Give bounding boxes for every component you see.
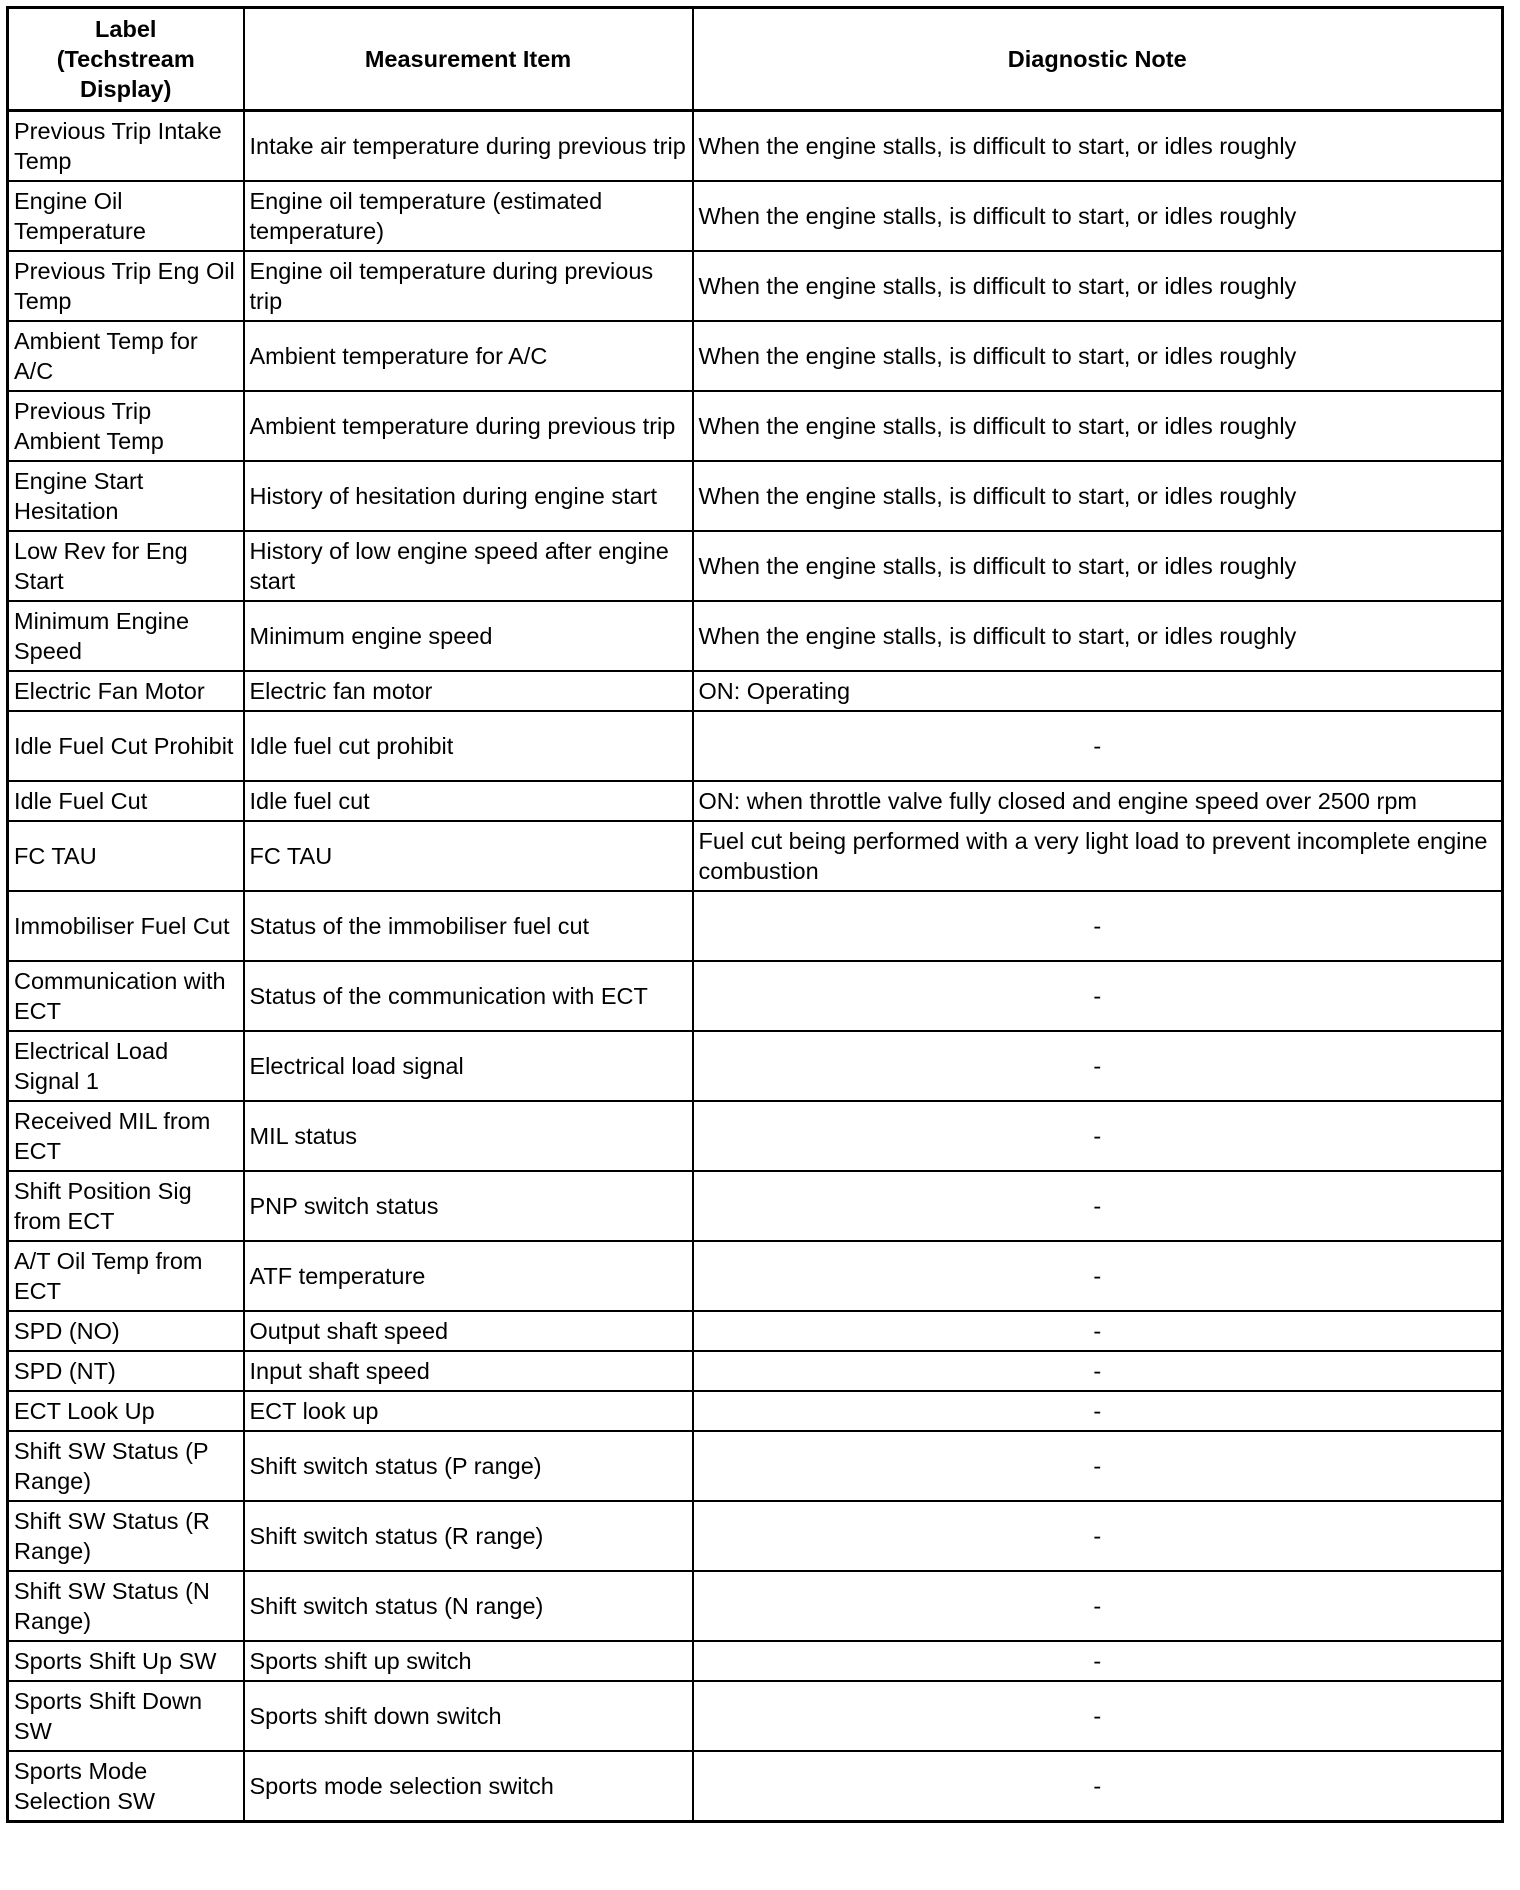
cell-diagnostic-note: - — [693, 1681, 1503, 1751]
cell-label: Shift SW Status (R Range) — [8, 1501, 244, 1571]
cell-label: Previous Trip Eng Oil Temp — [8, 251, 244, 321]
cell-measurement-item: FC TAU — [244, 821, 693, 891]
table-body — [8, 111, 1503, 1822]
table-row — [8, 251, 1503, 321]
cell-measurement-item: Intake air temperature during previous trip — [244, 111, 693, 182]
cell-measurement-item: Electrical load signal — [244, 1031, 693, 1101]
cell-label: Sports Shift Down SW — [8, 1681, 244, 1751]
cell-measurement-item: ATF temperature — [244, 1241, 693, 1311]
cell-label: Previous Trip Intake Temp — [8, 111, 244, 182]
cell-measurement-item: MIL status — [244, 1101, 693, 1171]
cell-label: Shift SW Status (P Range) — [8, 1431, 244, 1501]
table-row — [8, 961, 1503, 1031]
cell-measurement-item: Shift switch status (R range) — [244, 1501, 693, 1571]
cell-measurement-item: Engine oil temperature (estimated temperature) — [244, 181, 693, 251]
table-row — [8, 111, 1503, 182]
table-row — [8, 711, 1503, 781]
header-measurement-item: Measurement Item — [244, 8, 693, 111]
cell-measurement-item: Output shaft speed — [244, 1311, 693, 1351]
cell-label: Minimum Engine Speed — [8, 601, 244, 671]
cell-measurement-item: Electric fan motor — [244, 671, 693, 711]
table-row — [8, 1391, 1503, 1431]
cell-measurement-item: Shift switch status (P range) — [244, 1431, 693, 1501]
table-row — [8, 821, 1503, 891]
cell-diagnostic-note: - — [693, 1431, 1503, 1501]
cell-label: Shift SW Status (N Range) — [8, 1571, 244, 1641]
cell-diagnostic-note: - — [693, 1171, 1503, 1241]
table-row — [8, 1241, 1503, 1311]
table-row — [8, 1641, 1503, 1681]
table-row — [8, 1571, 1503, 1641]
cell-measurement-item: Status of the communication with ECT — [244, 961, 693, 1031]
table-row — [8, 1431, 1503, 1501]
cell-measurement-item: History of hesitation during engine start — [244, 461, 693, 531]
cell-diagnostic-note: Fuel cut being performed with a very light load to prevent incomplete engine combustion — [693, 821, 1503, 891]
cell-label: Sports Shift Up SW — [8, 1641, 244, 1681]
table-row — [8, 531, 1503, 601]
cell-measurement-item: PNP switch status — [244, 1171, 693, 1241]
cell-measurement-item: Engine oil temperature during previous trip — [244, 251, 693, 321]
table-row — [8, 1031, 1503, 1101]
cell-label: Immobiliser Fuel Cut — [8, 891, 244, 961]
cell-measurement-item: Status of the immobiliser fuel cut — [244, 891, 693, 961]
cell-diagnostic-note: - — [693, 1571, 1503, 1641]
cell-label: Ambient Temp for A/C — [8, 321, 244, 391]
cell-measurement-item: Sports shift down switch — [244, 1681, 693, 1751]
document-page — [6, 6, 1501, 1823]
cell-label: Received MIL from ECT — [8, 1101, 244, 1171]
cell-measurement-item: ECT look up — [244, 1391, 693, 1431]
table-row — [8, 1101, 1503, 1171]
cell-label: Previous Trip Ambient Temp — [8, 391, 244, 461]
cell-diagnostic-note: - — [693, 1751, 1503, 1822]
cell-measurement-item: Shift switch status (N range) — [244, 1571, 693, 1641]
table-row — [8, 1311, 1503, 1351]
cell-label: ECT Look Up — [8, 1391, 244, 1431]
cell-label: A/T Oil Temp from ECT — [8, 1241, 244, 1311]
cell-measurement-item: Ambient temperature during previous trip — [244, 391, 693, 461]
table-row — [8, 1681, 1503, 1751]
header-label-line: Label — [95, 16, 157, 42]
header-diagnostic-note: Diagnostic Note — [693, 8, 1503, 111]
cell-diagnostic-note: When the engine stalls, is difficult to start, or idles roughly — [693, 531, 1503, 601]
cell-diagnostic-note: - — [693, 1101, 1503, 1171]
cell-label: Electric Fan Motor — [8, 671, 244, 711]
cell-label: Engine Oil Temperature — [8, 181, 244, 251]
header-label-line: (Techstream — [56, 46, 195, 72]
cell-label: FC TAU — [8, 821, 244, 891]
cell-diagnostic-note: - — [693, 1311, 1503, 1351]
cell-diagnostic-note: - — [693, 711, 1503, 781]
table-row — [8, 601, 1503, 671]
cell-measurement-item: Minimum engine speed — [244, 601, 693, 671]
data-list-table — [6, 6, 1504, 1823]
cell-measurement-item: Sports shift up switch — [244, 1641, 693, 1681]
header-label — [8, 8, 244, 111]
cell-label: Sports Mode Selection SW — [8, 1751, 244, 1822]
cell-diagnostic-note: ON: Operating — [693, 671, 1503, 711]
table-row — [8, 461, 1503, 531]
table-row — [8, 781, 1503, 821]
cell-measurement-item: Input shaft speed — [244, 1351, 693, 1391]
cell-label: Engine Start Hesitation — [8, 461, 244, 531]
table-row — [8, 671, 1503, 711]
cell-diagnostic-note: ON: when throttle valve fully closed and engine speed over 2500 rpm — [693, 781, 1503, 821]
cell-measurement-item: History of low engine speed after engine start — [244, 531, 693, 601]
cell-diagnostic-note: - — [693, 1501, 1503, 1571]
table-row — [8, 891, 1503, 961]
cell-label: Communication with ECT — [8, 961, 244, 1031]
cell-diagnostic-note: When the engine stalls, is difficult to start, or idles roughly — [693, 181, 1503, 251]
cell-diagnostic-note: - — [693, 1391, 1503, 1431]
cell-label: Idle Fuel Cut Prohibit — [8, 711, 244, 781]
cell-measurement-item: Sports mode selection switch — [244, 1751, 693, 1822]
cell-label: SPD (NO) — [8, 1311, 244, 1351]
cell-label: Electrical Load Signal 1 — [8, 1031, 244, 1101]
header-label-line: Display) — [80, 76, 172, 102]
table-row — [8, 1501, 1503, 1571]
table-row — [8, 181, 1503, 251]
cell-diagnostic-note: - — [693, 961, 1503, 1031]
table-row — [8, 321, 1503, 391]
cell-diagnostic-note: When the engine stalls, is difficult to start, or idles roughly — [693, 601, 1503, 671]
header-row — [8, 8, 1503, 111]
cell-diagnostic-note: When the engine stalls, is difficult to start, or idles roughly — [693, 461, 1503, 531]
table-row — [8, 1751, 1503, 1822]
cell-diagnostic-note: - — [693, 891, 1503, 961]
cell-label: SPD (NT) — [8, 1351, 244, 1391]
cell-diagnostic-note: When the engine stalls, is difficult to start, or idles roughly — [693, 391, 1503, 461]
cell-label: Low Rev for Eng Start — [8, 531, 244, 601]
table-row — [8, 1171, 1503, 1241]
table-row — [8, 391, 1503, 461]
cell-diagnostic-note: When the engine stalls, is difficult to start, or idles roughly — [693, 111, 1503, 182]
cell-label: Shift Position Sig from ECT — [8, 1171, 244, 1241]
cell-measurement-item: Idle fuel cut — [244, 781, 693, 821]
cell-measurement-item: Idle fuel cut prohibit — [244, 711, 693, 781]
cell-diagnostic-note: - — [693, 1031, 1503, 1101]
cell-diagnostic-note: When the engine stalls, is difficult to start, or idles roughly — [693, 321, 1503, 391]
cell-diagnostic-note: - — [693, 1351, 1503, 1391]
table-header — [8, 8, 1503, 111]
table-row — [8, 1351, 1503, 1391]
cell-measurement-item: Ambient temperature for A/C — [244, 321, 693, 391]
cell-diagnostic-note: - — [693, 1641, 1503, 1681]
cell-label: Idle Fuel Cut — [8, 781, 244, 821]
cell-diagnostic-note: - — [693, 1241, 1503, 1311]
cell-diagnostic-note: When the engine stalls, is difficult to start, or idles roughly — [693, 251, 1503, 321]
